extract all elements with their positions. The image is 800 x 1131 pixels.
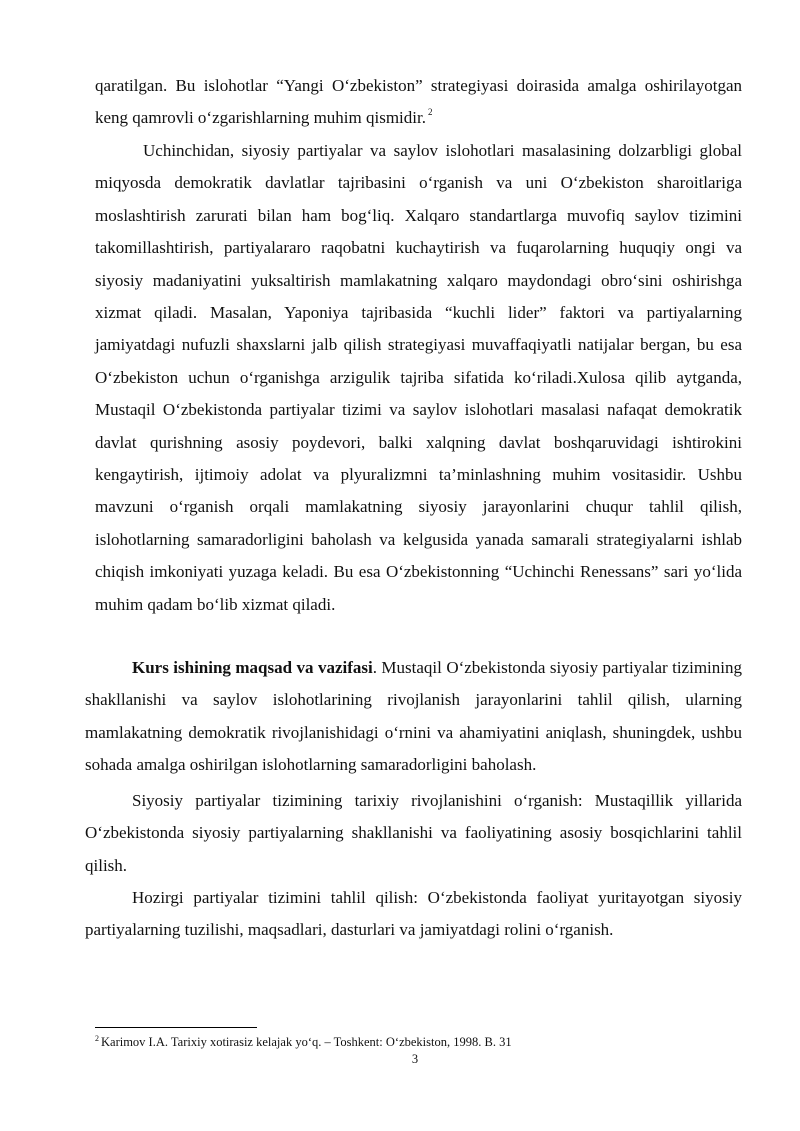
paragraph-text: Uchinchidan, siyosiy partiyalar va saylov islohotlari masalasining dolzarbligi global miqyosda demokratik davlatlar tajribasini o‘rganish va uni O‘zbekiston sharoitlariga moslashtirish zarurati bilan ham bog‘liq. Xalqaro standartlarga muvofiq saylov tizimini takomillashtirish, partiyalararo raqobatni kuchaytirish va fuqarolarning huquqiy ongi va siyosiy madaniyatini yuksaltirish mamlakatning xalqaro maydondagi obro‘sini oshirishga xizmat qiladi. Masalan, Yaponiya tajribasida “kuchli lider” faktori va partiyalarning jamiyatdagi nufuzli shaxslarni jalb qilish strategiyasi muvaffaqiyatli natijalar bergan, bu esa O‘zbekiston uchun o‘rganishga arzigulik tajriba sifatida ko‘riladi.Xulosa qilib aytganda, Mustaqil O‘zbekistonda partiyalar tizimi va saylov islohotlari masalasi nafaqat demokratik davlat qurishning asosiy poydevori, balki xalqning davlat boshqaruvidagi ishtirokini kengaytirish, ijtimoiy adolat va plyuralizmni ta’minlashning muhim vositasidir. Ushbu mavzuni o‘rganish orqali mamlakatning siyosiy jarayonlarini chuqur tahlil qilish, islohotlarning samaradorligini baholash va kelgusida yanada samarali strategiyalarni ishlab chiqish imkoniyati yuzaga keladi. Bu esa O‘zbekistonning “Uchinchi Renessans” sari yo‘lida muhim qadam bo‘lib xizmat qiladi. (95, 141, 742, 614)
paragraph-text: qaratilgan. Bu islohotlar “Yangi O‘zbekiston” strategiyasi doirasida amalga oshirilayotgan keng qamrovli o‘zgarishlarning muhim qismidir. (95, 76, 742, 128)
paragraph-continuation (95, 70, 742, 135)
paragraph-task-current (85, 882, 742, 947)
footnote-reference[interactable]: 2 (427, 107, 433, 118)
paragraph-task-history (85, 785, 742, 882)
paragraph-thirdly (95, 135, 742, 621)
paragraph-heading: Kurs ishining maqsad va vazifasi (132, 658, 373, 677)
paragraph-text: Hozirgi partiyalar tizimini tahlil qilish: O‘zbekistonda faoliyat yuritayotgan siyosiy partiyalarning tuzilishi, maqsadlari, dasturlari va jamiyatdagi rolini o‘rganish. (85, 888, 742, 940)
paragraph-goals (85, 652, 742, 782)
footnote (95, 1034, 735, 1050)
footnote-text: Karimov I.A. Tarixiy xotirasiz kelajak yo‘q. – Toshkent: O‘zbekiston, 1998. B. 31 (101, 1035, 512, 1049)
paragraph-text: Siyosiy partiyalar tizimining tarixiy rivojlanishini o‘rganish: Mustaqillik yillarida O‘zbekistonda siyosiy partiyalarning shakllanishi va faoliyatining asosiy bosqichlarini tahlil qilish. (85, 791, 742, 875)
footnote-number: 2 (95, 1034, 99, 1043)
paragraph-text: . Mustaqil O‘zbekistonda siyosiy partiyalar tizimining shakllanishi va saylov islohotlarining rivojlanish jarayonlarini tahlil qilish, ularning mamlakatning demokratik rivojlanishidagi o‘rnini va ahamiyatini aniqlash, shuningdek, ushbu sohada amalga oshirilgan islohotlarning samaradorligini baholash. (85, 658, 742, 775)
footnote-separator (95, 1027, 257, 1028)
page-number: 3 (411, 1052, 419, 1066)
